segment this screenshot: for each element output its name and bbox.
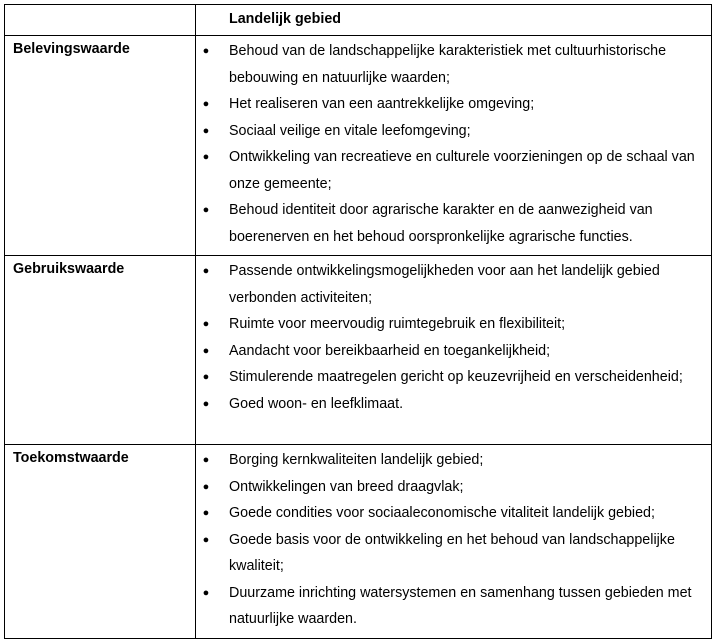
- row-label-cell: [5, 36, 196, 256]
- list-item: [196, 447, 711, 474]
- list-item: [196, 391, 711, 418]
- bullet-icon: ●: [202, 480, 210, 493]
- bullet-list: [196, 256, 711, 422]
- list-item-text: Ontwikkeling van recreatieve en culturele voorzieningen op de schaal van onze gemeente;: [229, 149, 695, 192]
- header-col2-label: Landelijk gebied: [229, 11, 342, 27]
- row-label-cell: [5, 256, 196, 445]
- bullet-icon: ●: [202, 98, 210, 110]
- header-cell-empty: [5, 5, 196, 36]
- list-item: [196, 338, 711, 365]
- row-label: Belevingswaarde: [13, 41, 130, 57]
- row-items-cell: [196, 36, 712, 256]
- list-item-text: Sociaal veilige en vitale leefomgeving;: [229, 122, 471, 139]
- bullet-icon: ●: [202, 318, 210, 330]
- row-items-cell: [196, 256, 712, 445]
- bullet-icon: ●: [202, 397, 210, 410]
- header-cell-landelijk-gebied: [196, 5, 712, 36]
- list-item: [196, 364, 711, 391]
- list-item: [196, 144, 711, 197]
- list-item-text: Behoud identiteit door agrarische karakter en de aanwezigheid van boerenerven en het behoud oorspronkelijke agrarische functies.: [229, 202, 653, 245]
- list-item-text: Goed woon- en leefklimaat.: [229, 395, 404, 412]
- list-item-text: Ruimte voor meervoudig ruimtegebruik en flexibiliteit;: [229, 316, 566, 332]
- bullet-icon: ●: [202, 586, 210, 599]
- list-item-text: Behoud van de landschappelijke karakteristiek met cultuurhistorische bebouwing en natuurlijke waarden;: [229, 43, 667, 86]
- bullet-icon: ●: [202, 151, 210, 163]
- list-item-text: Ontwikkelingen van breed draagvlak;: [229, 478, 464, 495]
- list-item-text: Aandacht voor bereikbaarheid en toegankelijkheid;: [229, 342, 551, 359]
- values-table: [4, 4, 712, 639]
- bullet-icon: ●: [202, 507, 210, 519]
- bullet-icon: ●: [202, 344, 210, 357]
- list-item-text: Borging kernkwaliteiten landelijk gebied;: [229, 452, 484, 468]
- list-item: [196, 197, 711, 250]
- row-label-cell: [5, 445, 196, 639]
- list-item-text: Stimulerende maatregelen gericht op keuzevrijheid en verscheidenheid;: [229, 369, 683, 385]
- list-item-text: Het realiseren van een aantrekkelijke omgeving;: [229, 96, 535, 112]
- row-label: Gebruikswaarde: [13, 261, 125, 277]
- list-item: [196, 258, 711, 311]
- table-row-belevingswaarde: [5, 36, 712, 256]
- bullet-icon: ●: [202, 371, 210, 383]
- bullet-list: [196, 36, 711, 255]
- list-item: [196, 91, 711, 118]
- table-row-toekomstwaarde: [5, 445, 712, 639]
- bullet-icon: ●: [202, 204, 210, 216]
- list-item-text: Goede condities voor sociaaleconomische vitaliteit landelijk gebied;: [229, 505, 655, 521]
- row-items-cell: [196, 445, 712, 639]
- list-item: [196, 500, 711, 527]
- table-row-gebruikswaarde: [5, 256, 712, 445]
- list-item-text: Passende ontwikkelingsmogelijkheden voor aan het landelijk gebied verbonden activiteiten;: [229, 263, 660, 306]
- list-item: [196, 527, 711, 580]
- list-item: [196, 474, 711, 501]
- bullet-icon: ●: [202, 45, 210, 57]
- bullet-icon: ●: [202, 454, 210, 466]
- list-item: [196, 580, 711, 633]
- list-item: [196, 118, 711, 145]
- list-item-text: Duurzame inrichting watersystemen en samenhang tussen gebieden met natuurlijke waarden.: [229, 584, 692, 627]
- list-item: [196, 38, 711, 91]
- list-item-text: Goede basis voor de ontwikkeling en het behoud van landschappelijke kwaliteit;: [229, 531, 675, 574]
- bullet-list: [196, 445, 711, 638]
- header-row: [5, 5, 712, 36]
- row-label: Toekomstwaarde: [13, 450, 129, 466]
- bullet-icon: ●: [202, 265, 210, 277]
- bullet-icon: ●: [202, 124, 210, 137]
- bullet-icon: ●: [202, 533, 210, 546]
- list-item: [196, 311, 711, 338]
